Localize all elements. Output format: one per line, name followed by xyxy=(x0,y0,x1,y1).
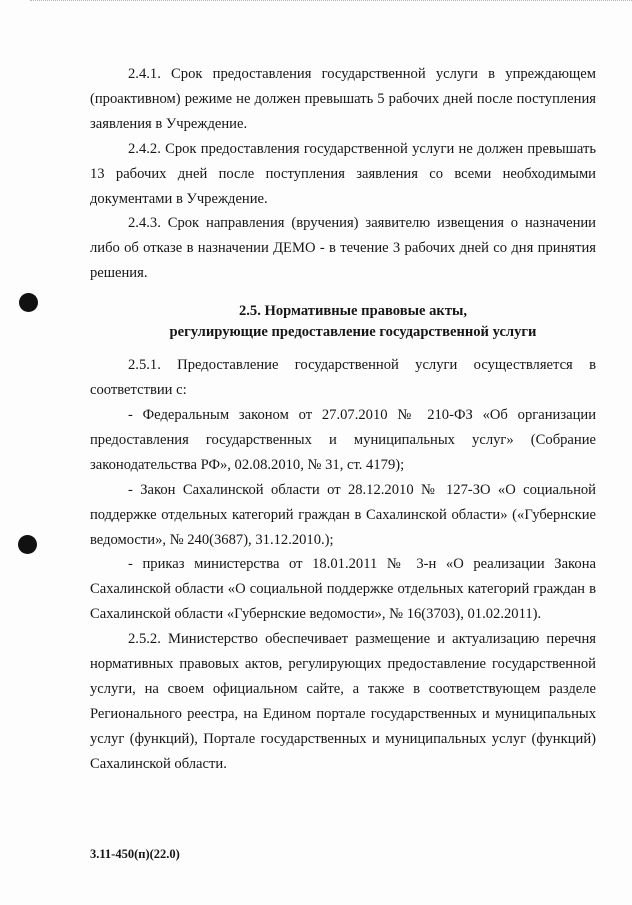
punch-hole-upper xyxy=(19,293,38,312)
section-heading xyxy=(90,301,596,343)
section-heading-line1: 2.5. Нормативные правовые акты, xyxy=(238,303,468,320)
document-body xyxy=(90,62,596,777)
footer-document-code: 3.11-450(п)(22.0) xyxy=(90,847,180,861)
paragraph-2-5-2: 2.5.2. Министерство обеспечивает размещение и актуализацию перечня нормативных правовых актов, регулирующих предоставление государственной услуги, на своем официальном сайте, а также в соответствующем разделе Регионального реестра, на Едином портале государственных и муниципальных услуг (функций), Портале государственных и муниципальных услуг (функций) Сахалинской области. xyxy=(90,631,596,772)
list-item-federal-law: - Федеральным законом от 27.07.2010 № 210-ФЗ «Об организации предоставления государственных и муниципальных услуг» (Собрание законодательства РФ», 02.08.2010, № 31, ст. 4179); xyxy=(90,406,596,473)
punch-hole-lower xyxy=(18,535,37,554)
paragraph-2-4-3: 2.4.3. Срок направления (вручения) заявителю извещения о назначении либо об отказе в назначении ДЕМО - в течение 3 рабочих дней со дня принятия решения. xyxy=(90,215,596,282)
paragraph-2-4-1: 2.4.1. Срок предоставления государственной услуги в упреждающем (проактивном) режиме не должен превышать 5 рабочих дней после поступления заявления в Учреждение. xyxy=(90,66,596,132)
section-heading-line2: регулирующие предоставление государственной услуги xyxy=(169,324,537,341)
paragraph-2-4-2: 2.4.2. Срок предоставления государственной услуги не должен превышать 13 рабочих дней после поступления заявления со всеми необходимыми документами в Учреждение. xyxy=(90,140,596,207)
list-item-regional-law: - Закон Сахалинской области от 28.12.2010 № 127-ЗО «О социальной поддержке отдельных категорий граждан в Сахалинской области» («Губернские ведомости», № 240(3687), 31.12.2010.); xyxy=(90,481,596,548)
paragraph-2-5-1: 2.5.1. Предоставление государственной услуги осуществляется в соответствии с: xyxy=(90,357,596,399)
top-edge-line xyxy=(30,0,632,2)
list-item-ministry-order: - приказ министерства от 18.01.2011 № 3-н «О реализации Закона Сахалинской области «О социальной поддержке отдельных категорий граждан в Сахалинской области «Губернские ведомости», № 16(3703), 01.02.2011). xyxy=(90,556,596,623)
